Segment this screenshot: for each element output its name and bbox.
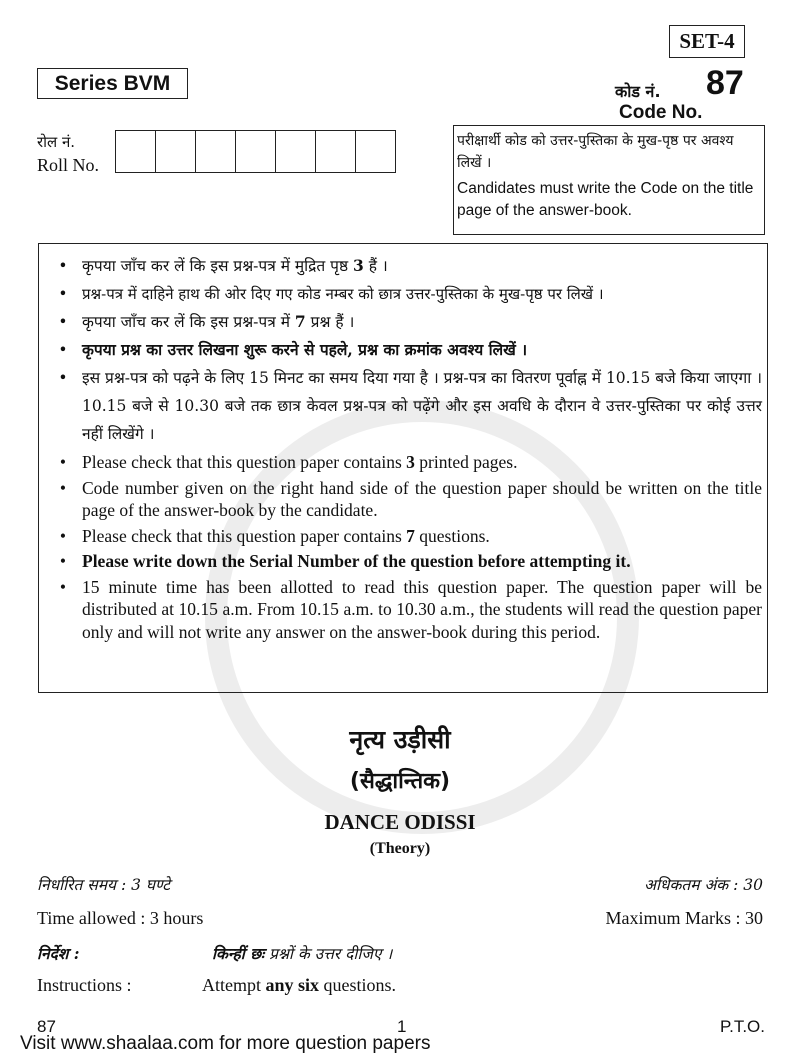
- roll-label-hi: रोल नं.: [37, 133, 76, 151]
- marks-en: Maximum Marks : 30: [605, 908, 763, 928]
- roll-cell: [276, 131, 316, 172]
- pto-label: P.T.O.: [719, 1017, 765, 1036]
- set-badge: SET-4: [669, 25, 745, 58]
- text: प्रश्न-पत्र में दाहिने हाथ की ओर दिए गए कोड नम्बर को छात्र उत्तर-पुस्तिका के मुख-पृष्ठ पर लिखें ।: [82, 285, 604, 303]
- text: 3: [406, 452, 415, 472]
- page-number: 1: [397, 1017, 407, 1036]
- instruction-en: • Please check that this question paper contains 3 printed pages.: [59, 452, 518, 472]
- instruction-hi: • इस प्रश्न-पत्र को पढ़ने के लिए 15 मिनट का समय दिया गया है । प्रश्न-पत्र का वितरण पूर्वाह्न में 10.15 बजे किया जाएगा । 10.15 बजे से 10.30 बजे तक छात्र केवल प्रश्न-पत्र को पढ़ेंगे और इस अवधि के दौरान वे उत्तर-पुस्तिका पर कोई उत्तर नहीं लिखेंगे ।: [44, 364, 762, 448]
- roll-label-en: Roll No.: [37, 155, 100, 175]
- text: इस प्रश्न-पत्र को पढ़ने के लिए 15 मिनट का समय दिया गया है । प्रश्न-पत्र का वितरण पूर्वाह्न में 10.15 बजे किया जाएगा । 10.15 बजे से 10.30 बजे तक छात्र केवल प्रश्न-पत्र को पढ़ेंगे और इस अवधि के दौरान वे उत्तर-पुस्तिका पर कोई उत्तर नहीं लिखेंगे ।: [82, 369, 763, 443]
- roll-cell: [116, 131, 156, 172]
- text: Attempt: [202, 975, 266, 995]
- text: कृपया प्रश्न का उत्तर लिखना शुरू करने से पहले, प्रश्न का क्रमांक अवश्य लिखें ।: [82, 340, 528, 359]
- instructions-label-en: Instructions :: [37, 975, 132, 995]
- instructions-en: [202, 975, 396, 996]
- general-instructions-box: [38, 243, 768, 693]
- instruction-hi: • कृपया जाँच कर लें कि इस प्रश्न-पत्र में मुद्रित पृष्ठ 3 हैं ।: [58, 256, 388, 275]
- code-label-en: Code No.: [619, 102, 703, 123]
- text: प्रश्नों के उत्तर दीजिए ।: [264, 945, 393, 963]
- roll-cell: [356, 131, 395, 172]
- title-en: DANCE ODISSI: [324, 810, 476, 834]
- text: questions.: [319, 975, 397, 995]
- text: 15 minute time has been allotted to read this question paper. The question paper will be distributed at 10.15 a.m. From 10.15 a.m. to 10.30 a.m., the students will read the question paper only and will not write any answer on the answer-book during this period.: [82, 576, 762, 642]
- site-watermark-text: Visit www.shaalaa.com for more question papers: [20, 1033, 431, 1054]
- series-badge: Series BVM: [37, 68, 188, 99]
- text: प्रश्न हैं ।: [305, 313, 355, 331]
- text: कृपया जाँच कर लें कि इस प्रश्न-पत्र में: [82, 313, 295, 331]
- text: printed pages.: [414, 452, 518, 472]
- roll-cell: [316, 131, 356, 172]
- text: Please write down the Serial Number of the question before attempting it.: [82, 551, 631, 571]
- instruction-en: • Code number given on the right hand side of the question paper should be written on the title page of the answer-book by the candidate.: [59, 477, 762, 520]
- text: हैं ।: [363, 257, 388, 275]
- instruction-en: • 15 minute time has been allotted to read this question paper. The question paper will be distributed at 10.15 a.m. From 10.15 a.m. to 10.30 a.m., the students will read the question paper only and will not write any answer on the answer-book during this period.: [59, 576, 762, 642]
- subtitle-hi: (सैद्धान्तिक): [349, 769, 451, 794]
- text: any six: [265, 975, 320, 995]
- text: किन्हीं छः: [212, 944, 265, 963]
- roll-cell: [196, 131, 236, 172]
- instruction-hi: • कृपया प्रश्न का उत्तर लिखना शुरू करने से पहले, प्रश्न का क्रमांक अवश्य लिखें ।: [44, 336, 762, 364]
- code-note-hi: परीक्षार्थी कोड को उत्तर-पुस्तिका के मुख-पृष्ठ पर अवश्य लिखें ।: [457, 133, 734, 171]
- instruction-hi: • कृपया जाँच कर लें कि इस प्रश्न-पत्र में 7 प्रश्न हैं ।: [58, 312, 355, 331]
- time-hi: निर्धारित समय : 3 घण्टे: [37, 876, 171, 894]
- text: Please check that this question paper contains: [82, 525, 407, 546]
- text: 7: [406, 525, 415, 546]
- text: Code number given on the right hand side of the question paper should be written on the title page of the answer-book by the candidate.: [82, 477, 762, 520]
- subtitle-en: (Theory): [369, 840, 431, 857]
- time-en: Time allowed : 3 hours: [37, 908, 204, 928]
- text: Please check that this question paper contains: [82, 452, 407, 472]
- roll-cell: [236, 131, 276, 172]
- text: questions.: [414, 525, 490, 546]
- title-hi: नृत्य उड़ीसी: [349, 725, 451, 754]
- instruction-hi: • प्रश्न-पत्र में दाहिने हाथ की ओर दिए गए कोड नम्बर को छात्र उत्तर-पुस्तिका के मुख-पृष्ठ पर लिखें ।: [44, 280, 762, 308]
- text: 7: [294, 312, 306, 331]
- text: 3: [353, 256, 364, 275]
- code-note-en: Candidates must write the Code on the title page of the answer-book.: [457, 180, 754, 219]
- text: कृपया जाँच कर लें कि इस प्रश्न-पत्र में मुद्रित पृष्ठ: [82, 257, 354, 275]
- instruction-en: • Please check that this question paper contains 7 questions.: [59, 525, 490, 546]
- roll-number-boxes: [115, 130, 396, 173]
- code-number: 87: [706, 64, 744, 102]
- instruction-en: • Please write down the Serial Number of the question before attempting it.: [44, 550, 762, 573]
- roll-cell: [156, 131, 196, 172]
- code-label-hi: कोड नं.: [615, 82, 661, 101]
- directions-label-hi: निर्देश :: [37, 944, 80, 963]
- footer-code: 87: [37, 1017, 56, 1036]
- directions-hi: [212, 942, 392, 964]
- code-note-box: [453, 125, 765, 235]
- marks-hi: अधिकतम अंक : 30: [644, 876, 763, 894]
